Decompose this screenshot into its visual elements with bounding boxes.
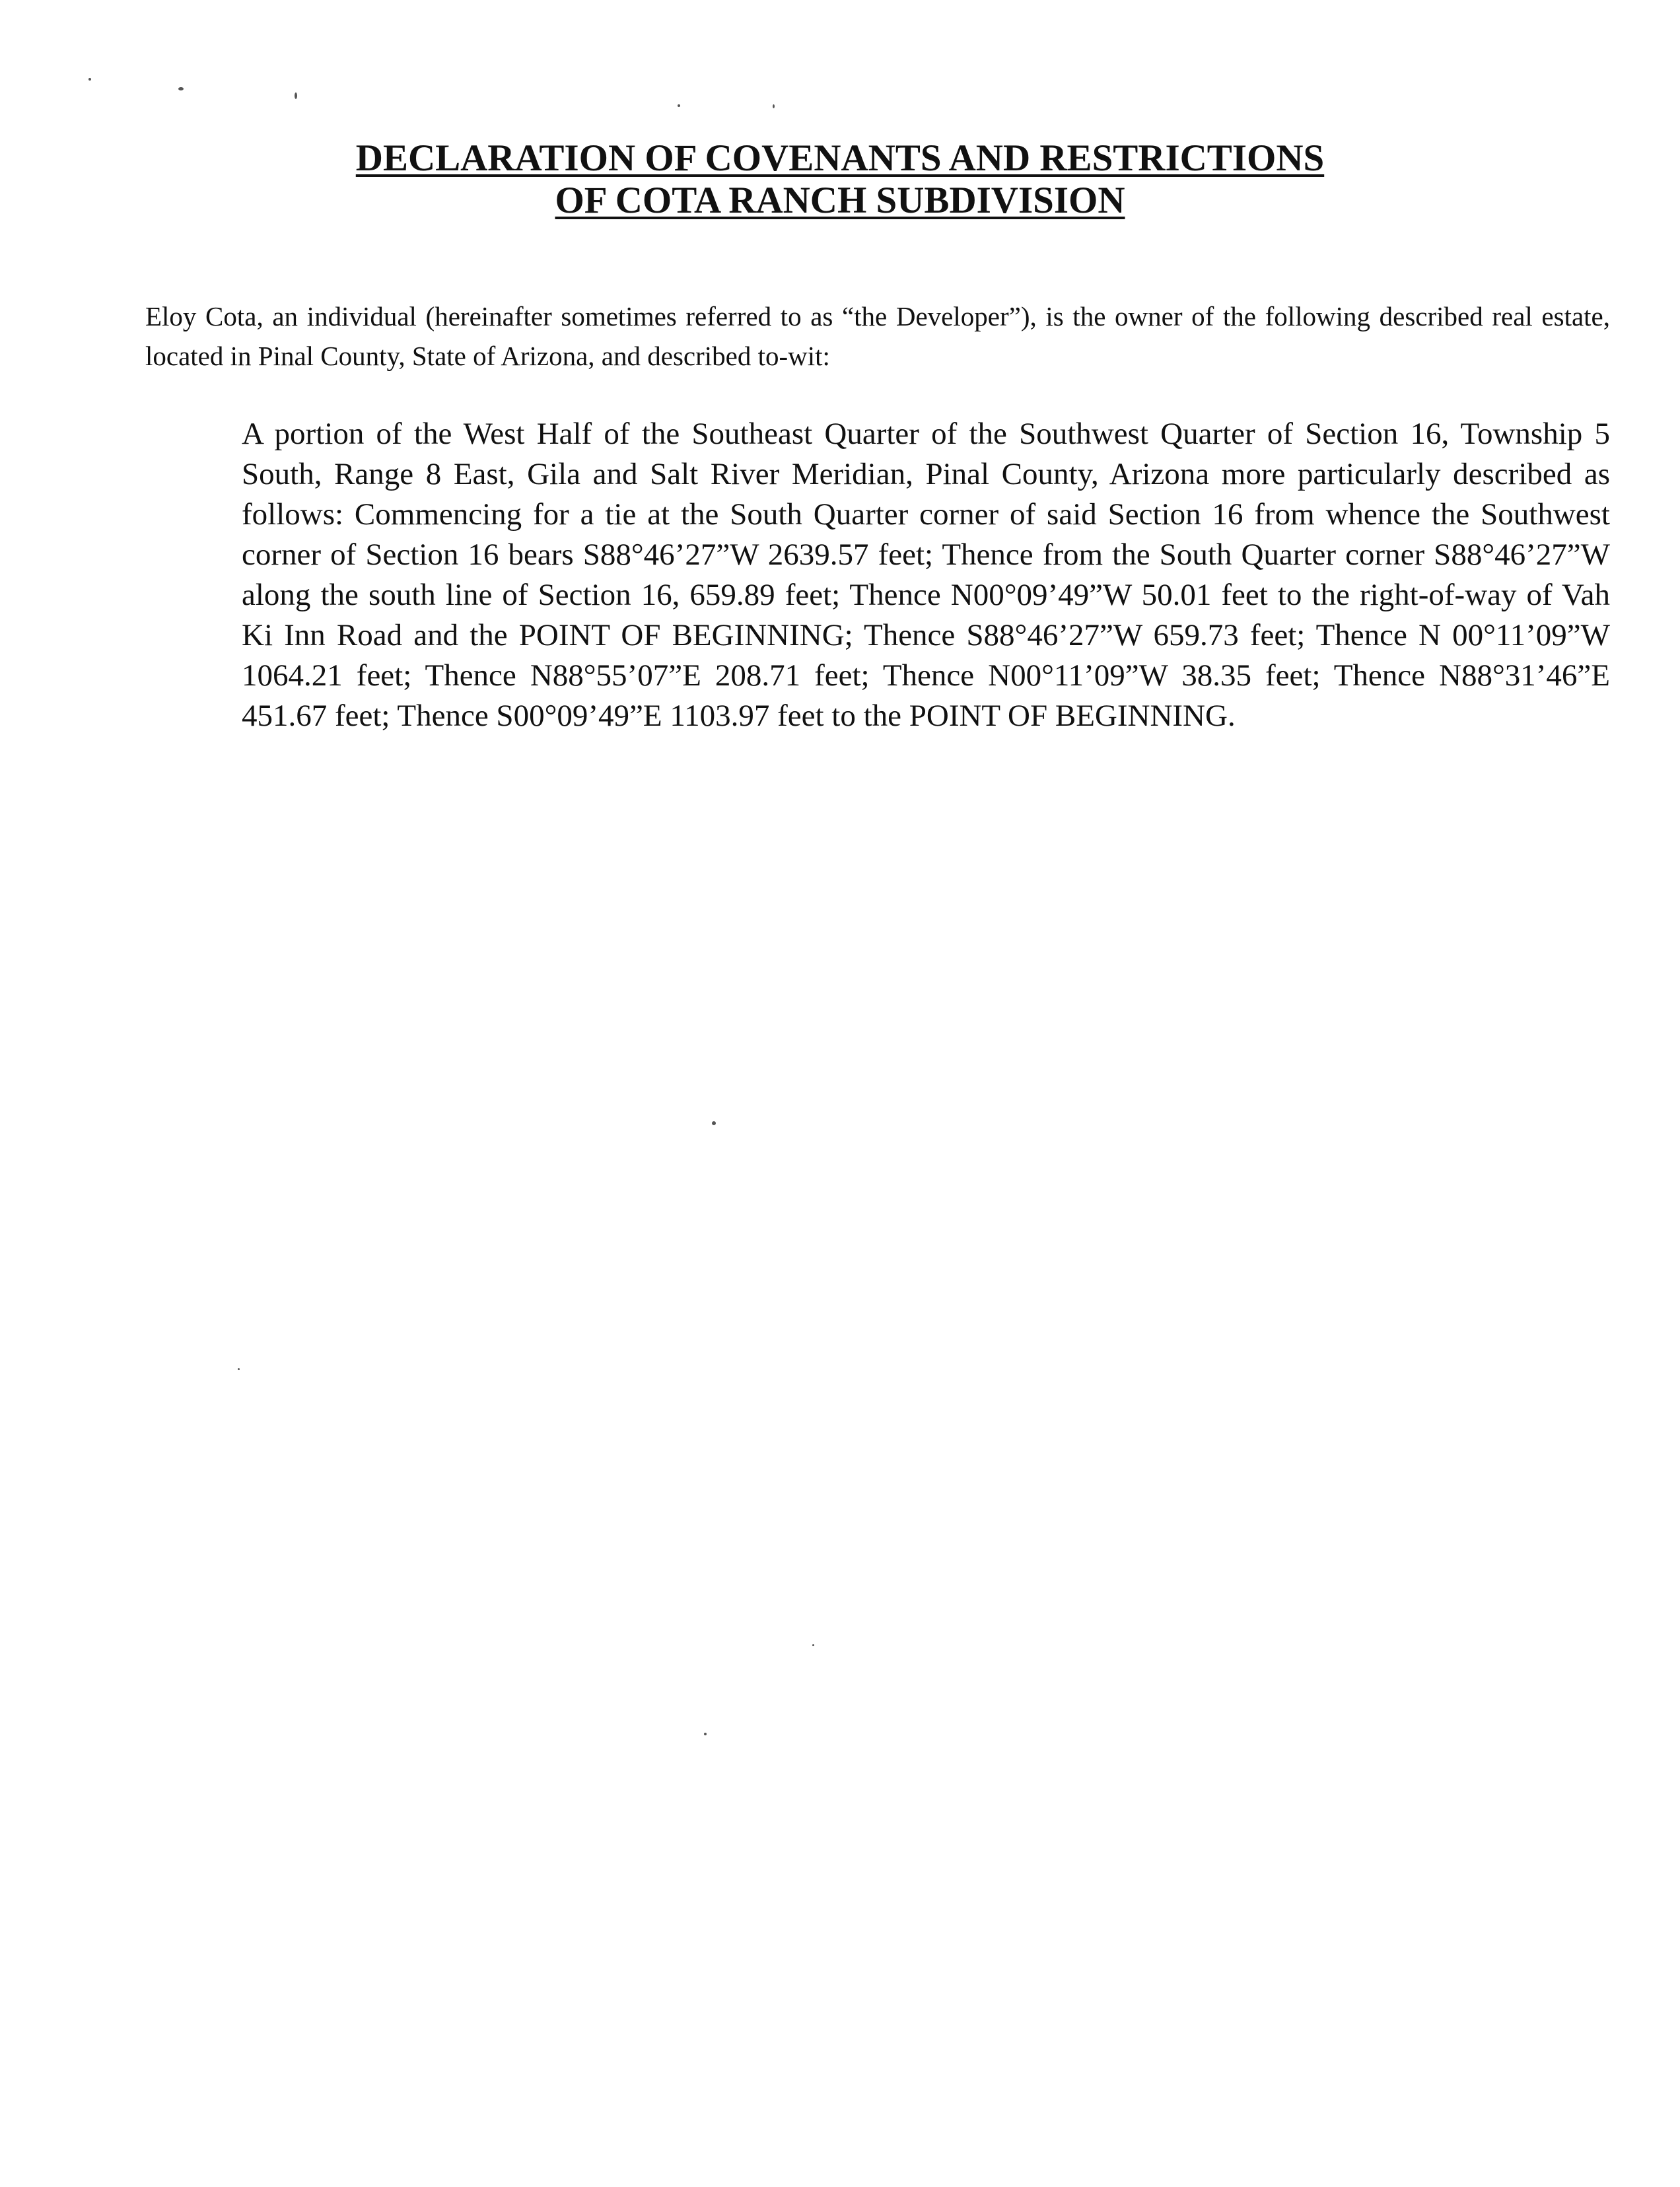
scan-speck — [704, 1733, 707, 1735]
scan-speck — [88, 78, 91, 81]
scan-speck — [178, 87, 184, 90]
title-line-2: OF COTA RANCH SUBDIVISION — [555, 180, 1125, 221]
scan-speck — [712, 1121, 716, 1125]
document-title — [0, 137, 1680, 222]
intro-paragraph: Eloy Cota, an individual (hereinafter sometimes referred to as “the Developer”), is the owner of the following described real estate, located in Pinal County, State of Arizona, and described to-wit: — [145, 301, 1610, 371]
scan-speck — [238, 1368, 240, 1370]
scan-speck — [678, 104, 680, 107]
legal-description-paragraph: A portion of the West Half of the Southeast Quarter of the Southwest Quarter of Section 16, Township 5 South, Range 8 East, Gila and Salt River Meridian, Pinal County, Arizona more particularly described as follows: Commencing for a tie at the South Quarter corner of said Section 16 from whence the Southwest corner of Section 16 bears S88°46’27”W 2639.57 feet; Thence from the South Quarter corner S88°46’27”W along the south line of Section 16, 659.89 feet; Thence N00°09’49”W 50.01 feet to the right-of-way of Vah Ki Inn Road and the POINT OF BEGINNING; Thence S88°46’27”W 659.73 feet; Thence N 00°11’09”W 1064.21 feet; Thence N88°55’07”E 208.71 feet; Thence N00°11’09”W 38.35 feet; Thence N88°31’46”E 451.67 feet; Thence S00°09’49”E 1103.97 feet to the POINT OF BEGINNING. — [242, 417, 1610, 733]
scan-speck — [295, 92, 297, 99]
scan-speck — [812, 1644, 814, 1646]
scan-speck — [773, 104, 775, 108]
title-line-1: DECLARATION OF COVENANTS AND RESTRICTIONS — [355, 137, 1325, 179]
